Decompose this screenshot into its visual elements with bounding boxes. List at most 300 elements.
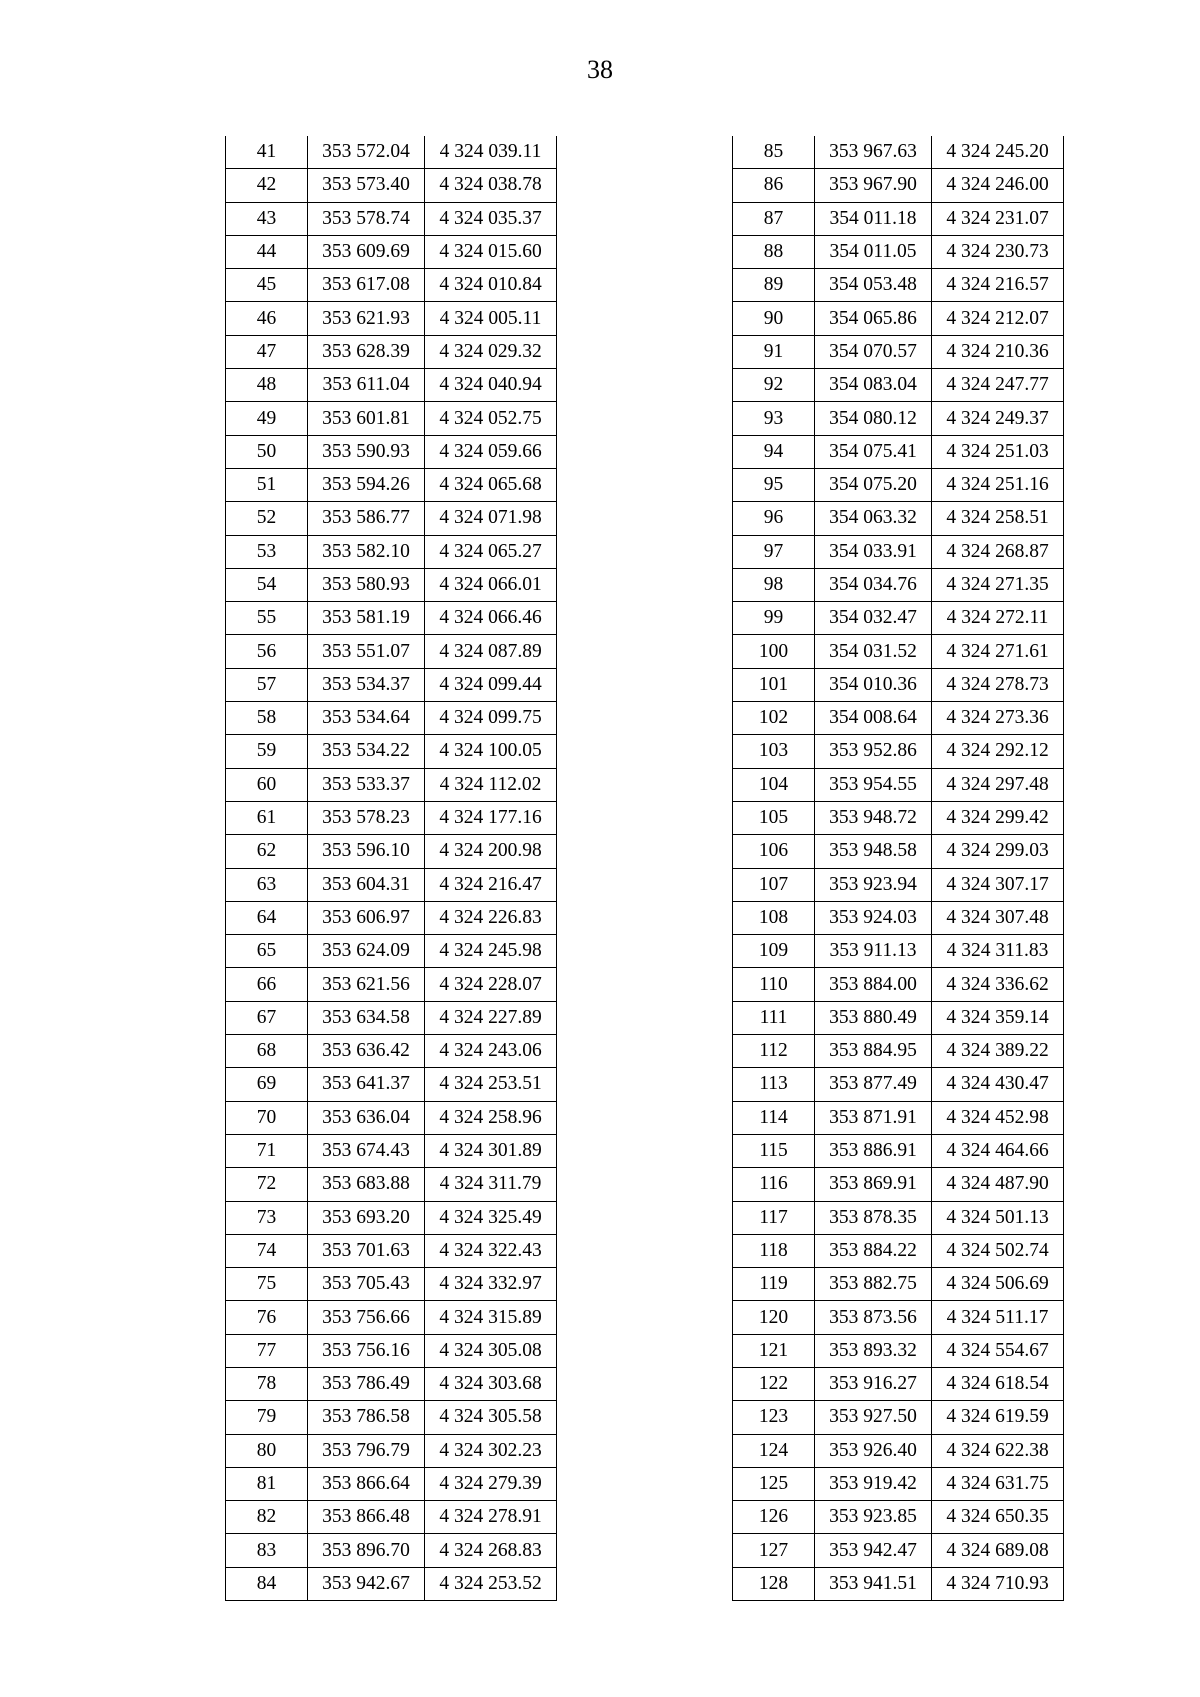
y-coordinate-cell: 4 324 245.20 [932, 136, 1064, 169]
table-row [733, 1134, 1064, 1167]
table-row [226, 235, 557, 268]
point-number-cell: 116 [733, 1168, 815, 1201]
table-row [226, 868, 557, 901]
point-number-cell: 62 [226, 835, 308, 868]
table-row [733, 1068, 1064, 1101]
point-number-cell: 113 [733, 1068, 815, 1101]
y-coordinate-cell: 4 324 039.11 [425, 136, 557, 169]
point-number-cell: 57 [226, 668, 308, 701]
x-coordinate-cell: 353 923.85 [815, 1501, 932, 1534]
x-coordinate-cell: 353 636.04 [308, 1101, 425, 1134]
y-coordinate-cell: 4 324 253.52 [425, 1567, 557, 1600]
y-coordinate-cell: 4 324 322.43 [425, 1234, 557, 1267]
table-row [733, 1234, 1064, 1267]
y-coordinate-cell: 4 324 303.68 [425, 1367, 557, 1400]
x-coordinate-cell: 353 941.51 [815, 1567, 932, 1600]
point-number-cell: 85 [733, 136, 815, 169]
x-coordinate-cell: 353 756.66 [308, 1301, 425, 1334]
x-coordinate-cell: 353 948.58 [815, 835, 932, 868]
table-row [733, 801, 1064, 834]
table-row [226, 1334, 557, 1367]
table-row [226, 335, 557, 368]
table-row [733, 1334, 1064, 1367]
x-coordinate-cell: 353 877.49 [815, 1068, 932, 1101]
point-number-cell: 114 [733, 1101, 815, 1134]
y-coordinate-cell: 4 324 689.08 [932, 1534, 1064, 1567]
table-row [226, 1467, 557, 1500]
x-coordinate-cell: 354 083.04 [815, 369, 932, 402]
point-number-cell: 101 [733, 668, 815, 701]
point-number-cell: 61 [226, 801, 308, 834]
y-coordinate-cell: 4 324 246.00 [932, 169, 1064, 202]
point-number-cell: 42 [226, 169, 308, 202]
table-row [733, 1434, 1064, 1467]
y-coordinate-cell: 4 324 249.37 [932, 402, 1064, 435]
y-coordinate-cell: 4 324 506.69 [932, 1268, 1064, 1301]
y-coordinate-cell: 4 324 359.14 [932, 1001, 1064, 1034]
point-number-cell: 99 [733, 602, 815, 635]
point-number-cell: 50 [226, 435, 308, 468]
point-number-cell: 76 [226, 1301, 308, 1334]
y-coordinate-cell: 4 324 040.94 [425, 369, 557, 402]
table-row [733, 1367, 1064, 1400]
point-number-cell: 56 [226, 635, 308, 668]
table-row [733, 1268, 1064, 1301]
y-coordinate-cell: 4 324 336.62 [932, 968, 1064, 1001]
table-row [733, 1501, 1064, 1534]
y-coordinate-cell: 4 324 297.48 [932, 768, 1064, 801]
y-coordinate-cell: 4 324 253.51 [425, 1068, 557, 1101]
x-coordinate-cell: 354 010.36 [815, 668, 932, 701]
y-coordinate-cell: 4 324 230.73 [932, 235, 1064, 268]
x-coordinate-cell: 353 674.43 [308, 1134, 425, 1167]
table-row [733, 502, 1064, 535]
y-coordinate-cell: 4 324 251.16 [932, 468, 1064, 501]
y-coordinate-cell: 4 324 071.98 [425, 502, 557, 535]
y-coordinate-cell: 4 324 066.01 [425, 568, 557, 601]
table-row [733, 435, 1064, 468]
y-coordinate-cell: 4 324 245.98 [425, 935, 557, 968]
y-coordinate-cell: 4 324 307.48 [932, 901, 1064, 934]
y-coordinate-cell: 4 324 099.44 [425, 668, 557, 701]
y-coordinate-cell: 4 324 305.08 [425, 1334, 557, 1367]
x-coordinate-cell: 353 942.47 [815, 1534, 932, 1567]
x-coordinate-cell: 354 070.57 [815, 335, 932, 368]
table-row [226, 1068, 557, 1101]
point-number-cell: 110 [733, 968, 815, 1001]
table-row [733, 235, 1064, 268]
point-number-cell: 44 [226, 235, 308, 268]
table-row [733, 335, 1064, 368]
point-number-cell: 78 [226, 1367, 308, 1400]
point-number-cell: 115 [733, 1134, 815, 1167]
x-coordinate-cell: 354 011.18 [815, 202, 932, 235]
table-row [733, 868, 1064, 901]
point-number-cell: 83 [226, 1534, 308, 1567]
table-row [226, 1567, 557, 1600]
y-coordinate-cell: 4 324 305.58 [425, 1401, 557, 1434]
x-coordinate-cell: 353 534.64 [308, 702, 425, 735]
y-coordinate-cell: 4 324 311.79 [425, 1168, 557, 1201]
x-coordinate-cell: 353 884.00 [815, 968, 932, 1001]
table-row [226, 1101, 557, 1134]
y-coordinate-cell: 4 324 279.39 [425, 1467, 557, 1500]
x-coordinate-cell: 353 641.37 [308, 1068, 425, 1101]
x-coordinate-cell: 353 786.58 [308, 1401, 425, 1434]
table-row [733, 968, 1064, 1001]
point-number-cell: 96 [733, 502, 815, 535]
table-row [226, 169, 557, 202]
y-coordinate-cell: 4 324 200.98 [425, 835, 557, 868]
x-coordinate-cell: 354 075.20 [815, 468, 932, 501]
point-number-cell: 87 [733, 202, 815, 235]
y-coordinate-cell: 4 324 052.75 [425, 402, 557, 435]
y-coordinate-cell: 4 324 099.75 [425, 702, 557, 735]
point-number-cell: 69 [226, 1068, 308, 1101]
table-row [226, 568, 557, 601]
point-number-cell: 88 [733, 235, 815, 268]
table-row [733, 901, 1064, 934]
table-row [226, 835, 557, 868]
y-coordinate-cell: 4 324 299.03 [932, 835, 1064, 868]
point-number-cell: 68 [226, 1035, 308, 1068]
y-coordinate-cell: 4 324 710.93 [932, 1567, 1064, 1600]
table-row [226, 602, 557, 635]
x-coordinate-cell: 353 693.20 [308, 1201, 425, 1234]
point-number-cell: 89 [733, 269, 815, 302]
y-coordinate-cell: 4 324 292.12 [932, 735, 1064, 768]
table-row [226, 1168, 557, 1201]
y-coordinate-cell: 4 324 311.83 [932, 935, 1064, 968]
y-coordinate-cell: 4 324 177.16 [425, 801, 557, 834]
table-row [226, 1301, 557, 1334]
x-coordinate-cell: 353 880.49 [815, 1001, 932, 1034]
x-coordinate-cell: 353 586.77 [308, 502, 425, 535]
x-coordinate-cell: 353 617.08 [308, 269, 425, 302]
point-number-cell: 72 [226, 1168, 308, 1201]
y-coordinate-cell: 4 324 268.83 [425, 1534, 557, 1567]
point-number-cell: 48 [226, 369, 308, 402]
x-coordinate-cell: 353 534.37 [308, 668, 425, 701]
point-number-cell: 58 [226, 702, 308, 735]
x-coordinate-cell: 353 942.67 [308, 1567, 425, 1600]
y-coordinate-cell: 4 324 452.98 [932, 1101, 1064, 1134]
x-coordinate-cell: 353 919.42 [815, 1467, 932, 1500]
x-coordinate-cell: 353 596.10 [308, 835, 425, 868]
x-coordinate-cell: 353 756.16 [308, 1334, 425, 1367]
table-row [733, 136, 1064, 169]
x-coordinate-cell: 354 008.64 [815, 702, 932, 735]
x-coordinate-cell: 353 621.93 [308, 302, 425, 335]
table-row [733, 1401, 1064, 1434]
y-coordinate-cell: 4 324 271.61 [932, 635, 1064, 668]
x-coordinate-cell: 353 636.42 [308, 1035, 425, 1068]
point-number-cell: 106 [733, 835, 815, 868]
y-coordinate-cell: 4 324 010.84 [425, 269, 557, 302]
point-number-cell: 71 [226, 1134, 308, 1167]
y-coordinate-cell: 4 324 059.66 [425, 435, 557, 468]
point-number-cell: 79 [226, 1401, 308, 1434]
table-row [226, 1501, 557, 1534]
point-number-cell: 111 [733, 1001, 815, 1034]
point-number-cell: 63 [226, 868, 308, 901]
point-number-cell: 67 [226, 1001, 308, 1034]
x-coordinate-cell: 353 628.39 [308, 335, 425, 368]
point-number-cell: 81 [226, 1467, 308, 1500]
x-coordinate-cell: 353 580.93 [308, 568, 425, 601]
y-coordinate-cell: 4 324 112.02 [425, 768, 557, 801]
y-coordinate-cell: 4 324 216.47 [425, 868, 557, 901]
table-row [733, 668, 1064, 701]
y-coordinate-cell: 4 324 301.89 [425, 1134, 557, 1167]
table-row [226, 1367, 557, 1400]
table-row [226, 502, 557, 535]
table-row [733, 402, 1064, 435]
coordinates-table-right [732, 136, 1064, 1601]
point-number-cell: 60 [226, 768, 308, 801]
table-row [226, 635, 557, 668]
table-row [226, 702, 557, 735]
point-number-cell: 103 [733, 735, 815, 768]
y-coordinate-cell: 4 324 210.36 [932, 335, 1064, 368]
table-row [733, 269, 1064, 302]
x-coordinate-cell: 354 075.41 [815, 435, 932, 468]
y-coordinate-cell: 4 324 268.87 [932, 535, 1064, 568]
y-coordinate-cell: 4 324 005.11 [425, 302, 557, 335]
y-coordinate-cell: 4 324 251.03 [932, 435, 1064, 468]
point-number-cell: 55 [226, 602, 308, 635]
x-coordinate-cell: 353 893.32 [815, 1334, 932, 1367]
point-number-cell: 52 [226, 502, 308, 535]
x-coordinate-cell: 353 786.49 [308, 1367, 425, 1400]
x-coordinate-cell: 353 911.13 [815, 935, 932, 968]
table-row [733, 1001, 1064, 1034]
x-coordinate-cell: 353 967.63 [815, 136, 932, 169]
point-number-cell: 47 [226, 335, 308, 368]
x-coordinate-cell: 354 063.32 [815, 502, 932, 535]
point-number-cell: 93 [733, 402, 815, 435]
y-coordinate-cell: 4 324 038.78 [425, 169, 557, 202]
x-coordinate-cell: 353 967.90 [815, 169, 932, 202]
point-number-cell: 45 [226, 269, 308, 302]
table-row [226, 1234, 557, 1267]
point-number-cell: 124 [733, 1434, 815, 1467]
point-number-cell: 75 [226, 1268, 308, 1301]
point-number-cell: 94 [733, 435, 815, 468]
y-coordinate-cell: 4 324 430.47 [932, 1068, 1064, 1101]
x-coordinate-cell: 353 948.72 [815, 801, 932, 834]
y-coordinate-cell: 4 324 035.37 [425, 202, 557, 235]
table-row [733, 735, 1064, 768]
y-coordinate-cell: 4 324 258.96 [425, 1101, 557, 1134]
table-row [226, 735, 557, 768]
point-number-cell: 121 [733, 1334, 815, 1367]
point-number-cell: 122 [733, 1367, 815, 1400]
point-number-cell: 91 [733, 335, 815, 368]
y-coordinate-cell: 4 324 389.22 [932, 1035, 1064, 1068]
x-coordinate-cell: 353 606.97 [308, 901, 425, 934]
y-coordinate-cell: 4 324 278.73 [932, 668, 1064, 701]
x-coordinate-cell: 353 634.58 [308, 1001, 425, 1034]
x-coordinate-cell: 353 923.94 [815, 868, 932, 901]
x-coordinate-cell: 353 878.35 [815, 1201, 932, 1234]
point-number-cell: 43 [226, 202, 308, 235]
y-coordinate-cell: 4 324 015.60 [425, 235, 557, 268]
x-coordinate-cell: 353 582.10 [308, 535, 425, 568]
y-coordinate-cell: 4 324 622.38 [932, 1434, 1064, 1467]
point-number-cell: 109 [733, 935, 815, 968]
point-number-cell: 126 [733, 1501, 815, 1534]
x-coordinate-cell: 353 884.22 [815, 1234, 932, 1267]
point-number-cell: 120 [733, 1301, 815, 1334]
table-row [733, 535, 1064, 568]
y-coordinate-cell: 4 324 226.83 [425, 901, 557, 934]
y-coordinate-cell: 4 324 618.54 [932, 1367, 1064, 1400]
table-row [226, 1134, 557, 1167]
y-coordinate-cell: 4 324 315.89 [425, 1301, 557, 1334]
table-row [733, 635, 1064, 668]
point-number-cell: 90 [733, 302, 815, 335]
table-row [226, 468, 557, 501]
point-number-cell: 86 [733, 169, 815, 202]
x-coordinate-cell: 353 871.91 [815, 1101, 932, 1134]
table-row [226, 369, 557, 402]
x-coordinate-cell: 353 533.37 [308, 768, 425, 801]
point-number-cell: 82 [226, 1501, 308, 1534]
x-coordinate-cell: 353 578.23 [308, 801, 425, 834]
point-number-cell: 102 [733, 702, 815, 735]
x-coordinate-cell: 353 882.75 [815, 1268, 932, 1301]
point-number-cell: 98 [733, 568, 815, 601]
point-number-cell: 128 [733, 1567, 815, 1600]
x-coordinate-cell: 353 604.31 [308, 868, 425, 901]
table-row [733, 1567, 1064, 1600]
x-coordinate-cell: 354 080.12 [815, 402, 932, 435]
x-coordinate-cell: 353 701.63 [308, 1234, 425, 1267]
y-coordinate-cell: 4 324 212.07 [932, 302, 1064, 335]
y-coordinate-cell: 4 324 065.27 [425, 535, 557, 568]
x-coordinate-cell: 353 551.07 [308, 635, 425, 668]
table-row [226, 535, 557, 568]
point-number-cell: 127 [733, 1534, 815, 1567]
x-coordinate-cell: 353 683.88 [308, 1168, 425, 1201]
point-number-cell: 70 [226, 1101, 308, 1134]
table-row [226, 1268, 557, 1301]
point-number-cell: 74 [226, 1234, 308, 1267]
point-number-cell: 97 [733, 535, 815, 568]
table-row [733, 568, 1064, 601]
x-coordinate-cell: 353 884.95 [815, 1035, 932, 1068]
x-coordinate-cell: 353 621.56 [308, 968, 425, 1001]
x-coordinate-cell: 353 581.19 [308, 602, 425, 635]
y-coordinate-cell: 4 324 299.42 [932, 801, 1064, 834]
x-coordinate-cell: 353 924.03 [815, 901, 932, 934]
point-number-cell: 80 [226, 1434, 308, 1467]
table-row [733, 369, 1064, 402]
y-coordinate-cell: 4 324 227.89 [425, 1001, 557, 1034]
point-number-cell: 112 [733, 1035, 815, 1068]
x-coordinate-cell: 354 011.05 [815, 235, 932, 268]
x-coordinate-cell: 353 572.04 [308, 136, 425, 169]
table-row [226, 768, 557, 801]
point-number-cell: 105 [733, 801, 815, 834]
y-coordinate-cell: 4 324 065.68 [425, 468, 557, 501]
table-row [226, 668, 557, 701]
point-number-cell: 95 [733, 468, 815, 501]
table-row [733, 1035, 1064, 1068]
table-row [226, 1534, 557, 1567]
x-coordinate-cell: 353 926.40 [815, 1434, 932, 1467]
x-coordinate-cell: 353 866.64 [308, 1467, 425, 1500]
y-coordinate-cell: 4 324 307.17 [932, 868, 1064, 901]
x-coordinate-cell: 353 952.86 [815, 735, 932, 768]
y-coordinate-cell: 4 324 029.32 [425, 335, 557, 368]
x-coordinate-cell: 353 534.22 [308, 735, 425, 768]
table-row [226, 1434, 557, 1467]
x-coordinate-cell: 353 573.40 [308, 169, 425, 202]
y-coordinate-cell: 4 324 464.66 [932, 1134, 1064, 1167]
point-number-cell: 77 [226, 1334, 308, 1367]
table-row [226, 901, 557, 934]
x-coordinate-cell: 353 624.09 [308, 935, 425, 968]
x-coordinate-cell: 353 601.81 [308, 402, 425, 435]
y-coordinate-cell: 4 324 087.89 [425, 635, 557, 668]
point-number-cell: 84 [226, 1567, 308, 1600]
point-number-cell: 59 [226, 735, 308, 768]
point-number-cell: 117 [733, 1201, 815, 1234]
point-number-cell: 41 [226, 136, 308, 169]
table-row [733, 702, 1064, 735]
y-coordinate-cell: 4 324 100.05 [425, 735, 557, 768]
y-coordinate-cell: 4 324 278.91 [425, 1501, 557, 1534]
table-row [733, 935, 1064, 968]
point-number-cell: 73 [226, 1201, 308, 1234]
y-coordinate-cell: 4 324 273.36 [932, 702, 1064, 735]
y-coordinate-cell: 4 324 650.35 [932, 1501, 1064, 1534]
y-coordinate-cell: 4 324 247.77 [932, 369, 1064, 402]
table-row [226, 968, 557, 1001]
point-number-cell: 107 [733, 868, 815, 901]
x-coordinate-cell: 354 032.47 [815, 602, 932, 635]
x-coordinate-cell: 353 869.91 [815, 1168, 932, 1201]
point-number-cell: 49 [226, 402, 308, 435]
y-coordinate-cell: 4 324 243.06 [425, 1035, 557, 1068]
point-number-cell: 118 [733, 1234, 815, 1267]
table-row [226, 1001, 557, 1034]
x-coordinate-cell: 353 896.70 [308, 1534, 425, 1567]
x-coordinate-cell: 353 916.27 [815, 1367, 932, 1400]
table-row [226, 1035, 557, 1068]
x-coordinate-cell: 353 796.79 [308, 1434, 425, 1467]
point-number-cell: 100 [733, 635, 815, 668]
table-row [226, 1201, 557, 1234]
x-coordinate-cell: 353 705.43 [308, 1268, 425, 1301]
point-number-cell: 104 [733, 768, 815, 801]
table-row [226, 435, 557, 468]
table-row [733, 468, 1064, 501]
table-row [226, 935, 557, 968]
point-number-cell: 46 [226, 302, 308, 335]
x-coordinate-cell: 353 873.56 [815, 1301, 932, 1334]
table-row [226, 136, 557, 169]
coordinates-table-left [225, 136, 557, 1601]
x-coordinate-cell: 353 866.48 [308, 1501, 425, 1534]
y-coordinate-cell: 4 324 619.59 [932, 1401, 1064, 1434]
page-number: 38 [587, 55, 613, 84]
table-row [226, 1401, 557, 1434]
table-row [733, 602, 1064, 635]
x-coordinate-cell: 353 609.69 [308, 235, 425, 268]
